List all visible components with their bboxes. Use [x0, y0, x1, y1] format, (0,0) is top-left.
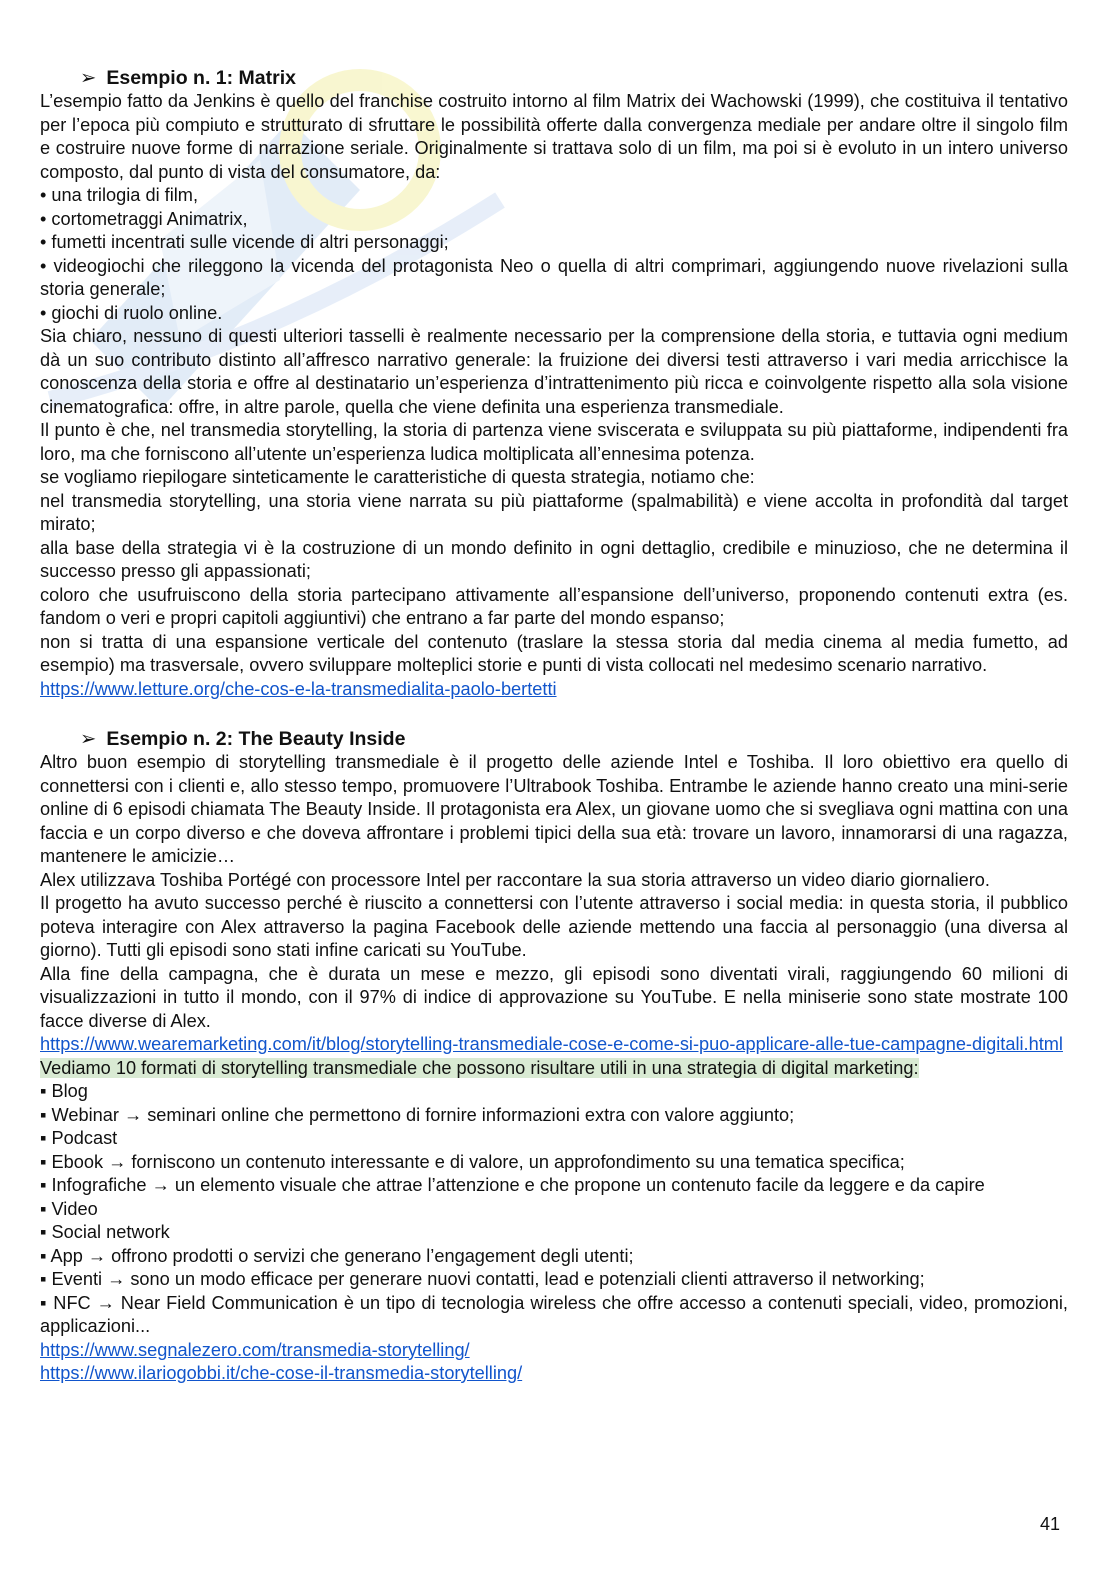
page-number: 41 — [1040, 1514, 1061, 1534]
paragraph: Il progetto ha avuto successo perché è riuscito a connettersi con l’utente attraverso i social media: in questa storia, il pubblico poteva interagire con Alex attraverso la pagina Facebook delle aziende mettendo una faccia al personaggio (una diversa al giorno). Tutti gli episodi sono stati infine caricati su YouTube. — [40, 893, 1068, 960]
format-item: ▪ Blog — [40, 1081, 88, 1101]
paragraph: non si tratta di una espansione verticale del contenuto (traslare la stessa storia dal media cinema al media fumetto, ad esempio) ma trasversale, ovvero sviluppare molteplici storie e punti di vista collocati nel medesimo scenario narrativo. — [40, 631, 1068, 675]
section-heading-beauty-inside: ➢ Esempio n. 2: The Beauty Inside — [80, 728, 406, 750]
list-item: • cortometraggi Animatrix, — [40, 208, 248, 229]
section-heading-matrix: ➢ Esempio n. 1: Matrix — [80, 67, 296, 89]
paragraph: coloro che usufruiscono della storia partecipano attivamente all’espansione dell’universo, proponendo contenuti extra (es. fandom o veri e propri capitoli aggiuntivi) che entrano a far parte del mondo espanso; — [40, 584, 1068, 628]
list-item: • una trilogia di film, — [40, 185, 198, 205]
highlighted-paragraph — [40, 1057, 1068, 1081]
paragraph: se vogliamo riepilogare sinteticamente le caratteristiche di questa strategia, notiamo che: — [40, 467, 755, 487]
list-item: • fumetti incentrati sulle vicende di altri personaggi; — [40, 232, 449, 252]
format-item: ▪ NFC → Near Field Communication è un tipo di tecnologia wireless che offre accesso a contenuti speciali, video, promozioni, applicazioni... — [40, 1292, 1068, 1336]
format-item: ▪ Eventi → sono un modo efficace per generare nuovi contatti, lead e potenziali clienti attraverso il networking; — [40, 1269, 925, 1289]
source-link[interactable]: https://www.wearemarketing.com/it/blog/storytelling-transmediale-cose-e-come-si-puo-applicare-alle-tue-campagne-digitali.html — [40, 1034, 1063, 1054]
format-item: ▪ Webinar → seminari online che permettono di fornire informazioni extra con valore aggiunto; — [40, 1104, 795, 1125]
list-item: • videogiochi che rileggono la vicenda del protagonista Neo o quella di altri comprimari, aggiungendo nuove rivelazioni sulla storia generale; — [40, 255, 1068, 299]
paragraph: Altro buon esempio di storytelling transmediale è il progetto delle aziende Intel e Toshiba. Il loro obiettivo era quello di connettersi con i clienti e, allo stesso tempo, promuovere l’Ultrabook Toshiba. Entrambe le aziende hanno creato una mini-serie online di 6 episodi chiamata The Beauty Inside. Il protagonista era Alex, un giovane uomo che si svegliava ogni mattina con una faccia e un corpo diverso e che doveva affrontare i problemi tipici della sua età: trovare un lavoro, innamorarsi di una ragazza, mantenere le amicizie… — [40, 752, 1068, 866]
paragraph: Alla fine della campagna, che è durata un mese e mezzo, gli episodi sono diventati virali, raggiungendo 60 milioni di visualizzazioni in tutto il mondo, con il 97% di indice di approvazione su YouTube. E nella miniserie sono state mostrate 100 facce diverse di Alex. — [40, 963, 1068, 1031]
paragraph: nel transmedia storytelling, una storia viene narrata su più piattaforme (spalmabilità) e viene accolta in profondità dal target mirato; — [40, 490, 1068, 534]
paragraph: alla base della strategia vi è la costruzione di un mondo definito in ogni dettaglio, credibile e minuzioso, che ne determina il successo presso gli appassionati; — [40, 537, 1068, 581]
source-link[interactable]: https://www.segnalezero.com/transmedia-storytelling/ — [40, 1339, 470, 1360]
paragraph: Il punto è che, nel transmedia storytelling, la storia di partenza viene sviscerata e sviluppata su più piattaforme, indipendenti fra loro, ma che forniscono all’utente un’esperienza ludica moltiplicata all’ennesima potenza. — [40, 420, 1068, 464]
paragraph: L’esempio fatto da Jenkins è quello del franchise costruito intorno al film Matrix dei Wachowski (1999), che costituiva il tentativo per l’epoca più compiuto e strutturato di sfruttare le possibilità offerte dalla convergenza mediale per andare oltre il singolo film e costruire nuove forme di narrazione seriale. Originalmente si trattava solo di un film, ma poi si è evoluto in un intero universo composto, dal punto di vista del consumatore, da: — [40, 91, 1068, 182]
highlight-text: Vediamo 10 formati di storytelling transmediale che possono risultare utili in una strategia di digital marketing: — [40, 1057, 919, 1078]
list-item: • giochi di ruolo online. — [40, 302, 223, 323]
source-link[interactable]: https://www.ilariogobbi.it/che-cose-il-transmedia-storytelling/ — [40, 1363, 523, 1383]
paragraph: Alex utilizzava Toshiba Portégé con processore Intel per raccontare la sua storia attraverso un video diario giornaliero. — [40, 869, 990, 890]
paragraph: Sia chiaro, nessuno di questi ulteriori tasselli è realmente necessario per la comprensione della storia, e tuttavia ogni medium dà un suo contributo distinto all’affresco narrativo generale: la fruizione dei diversi testi attraverso i vari media arricchisce la conoscenza della storia e offre al destinatario un’esperienza d’intrattenimento più ricca e coinvolgente rispetto alla sola visione cinematografica: offre, in altre parole, quella che viene definita una esperienza transmediale. — [40, 326, 1068, 417]
format-item: ▪ Social network — [40, 1222, 170, 1242]
format-item: ▪ Infografiche → un elemento visuale che attrae l’attenzione e che propone un contenuto facile da leggere e da capire — [40, 1175, 985, 1195]
source-link[interactable]: https://www.letture.org/che-cos-e-la-transmedialita-paolo-bertetti — [40, 678, 557, 699]
document-page — [40, 62, 1068, 1386]
format-item: ▪ App → offrono prodotti o servizi che generano l’engagement degli utenti; — [40, 1245, 634, 1266]
arrow-bullet-icon: ➢ — [80, 67, 97, 89]
format-item: ▪ Video — [40, 1198, 98, 1219]
arrow-bullet-icon: ➢ — [80, 728, 97, 750]
format-item: ▪ Podcast — [40, 1128, 118, 1148]
format-item: ▪ Ebook → forniscono un contenuto interessante e di valore, un approfondimento su una tematica specifica; — [40, 1151, 905, 1172]
